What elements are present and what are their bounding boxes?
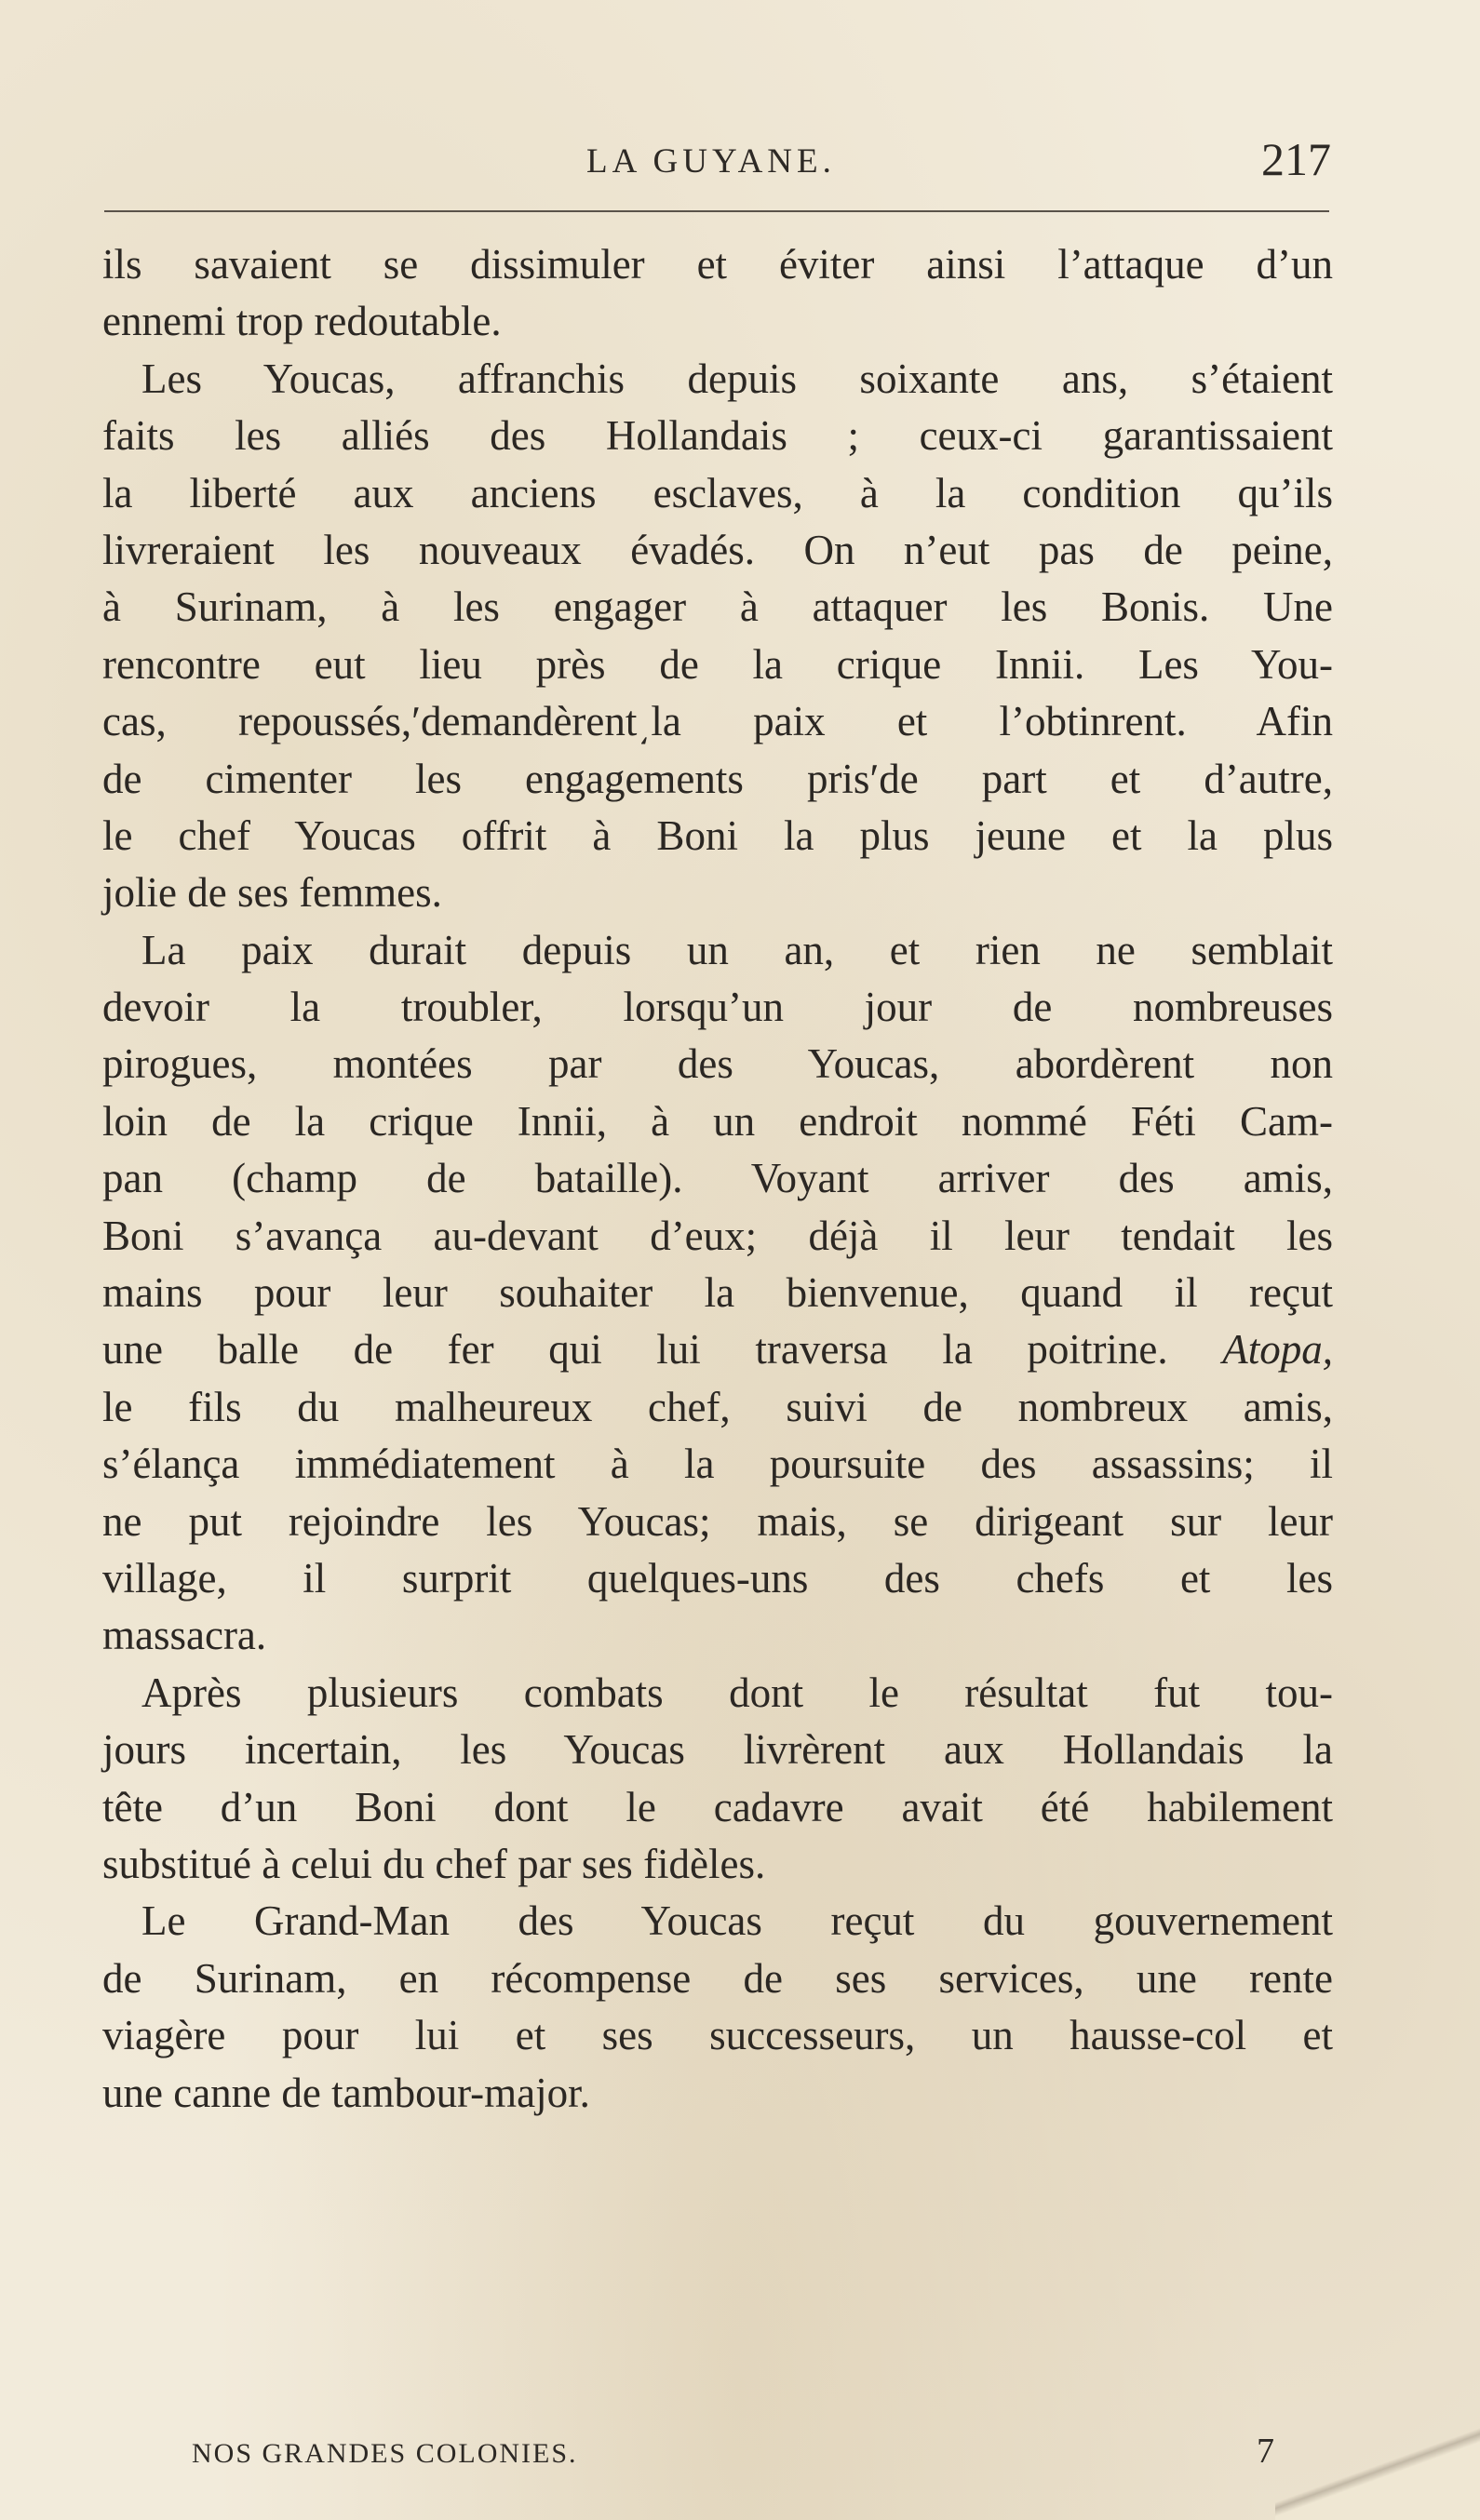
text-line: jours incertain, les Youcas livrèrent aux Hollandais la bbox=[102, 1726, 1333, 1774]
text-segment: une balle de fer qui lui traversa la poitrine. bbox=[102, 1326, 1168, 1374]
page-footer bbox=[102, 2431, 1333, 2477]
text-line-with-italic bbox=[102, 1321, 1333, 1378]
text-line: village, il surprit quelques-uns des chefs et les bbox=[102, 1554, 1333, 1602]
text-line: la liberté aux anciens esclaves, à la condition qu’ils bbox=[102, 469, 1333, 516]
paragraph-start-line: Les Youcas, affranchis depuis soixante ans, s’étaient bbox=[141, 355, 1333, 402]
text-line: mains pour leur souhaiter la bienvenue, quand il reçut bbox=[102, 1269, 1333, 1317]
text-line: faits les alliés des Hollandais ; ceux-ci garantissaient bbox=[102, 412, 1333, 460]
text-line: ennemi trop redoutable. bbox=[102, 298, 502, 345]
text-line: une canne de tambour-major. bbox=[102, 2069, 590, 2116]
text-line: massacra. bbox=[102, 1612, 267, 1659]
page-header bbox=[102, 128, 1331, 194]
text-line: ils savaient se dissimuler et éviter ainsi l’attaque d’un bbox=[102, 241, 1333, 288]
text-line: devoir la troubler, lorsqu’un jour de nombreuses bbox=[102, 984, 1333, 1031]
signature-number: 7 bbox=[1257, 2432, 1274, 2471]
text-line: livreraient les nouveaux évadés. On n’eut pas de peine, bbox=[102, 526, 1333, 573]
text-line: jolie de ses femmes. bbox=[102, 869, 442, 917]
text-line: de cimenter les engagements prisʹde part et d’autre, bbox=[102, 755, 1333, 802]
page-corner-fold bbox=[1275, 2390, 1480, 2520]
text-line: Boni s’avança au-devant d’eux; déjà il leur tendait les bbox=[102, 1212, 1333, 1259]
paragraph-start-line: Le Grand-Man des Youcas reçut du gouvernement bbox=[141, 1897, 1333, 1945]
text-line: s’élança immédiatement à la poursuite des assassins; il bbox=[102, 1441, 1333, 1488]
text-line: substitué à celui du chef par ses fidèles. bbox=[102, 1840, 766, 1887]
text-line: tête d’un Boni dont le cadavre avait été habilement bbox=[102, 1783, 1333, 1830]
text-line: à Surinam, à les engager à attaquer les Bonis. Une bbox=[102, 583, 1333, 631]
body-text bbox=[102, 236, 1333, 2122]
text-line: le chef Youcas offrit à Boni la plus jeune et la plus bbox=[102, 811, 1333, 859]
signature-mark: NOS GRANDES COLONIES. bbox=[192, 2438, 578, 2469]
running-title: LA GUYANE. bbox=[586, 142, 836, 181]
italic-name: Atopa, bbox=[1222, 1326, 1333, 1374]
text-line: de Surinam, en récompense de ses services, une rente bbox=[102, 1954, 1333, 2002]
text-line: cas, repoussés,ʹdemandèrent͵la paix et l’obtinrent. Afin bbox=[102, 698, 1333, 745]
text-line: le fils du malheureux chef, suivi de nombreux amis, bbox=[102, 1383, 1333, 1430]
text-line: pan (champ de bataille). Voyant arriver des amis, bbox=[102, 1155, 1333, 1202]
text-line: viagère pour lui et ses successeurs, un hausse-col et bbox=[102, 2012, 1333, 2059]
text-line: loin de la crique Innii, à un endroit nommé Féti Cam- bbox=[102, 1097, 1333, 1145]
header-rule bbox=[104, 210, 1329, 212]
paragraph-start-line: Après plusieurs combats dont le résultat fut tou- bbox=[141, 1669, 1333, 1716]
page-number: 217 bbox=[1261, 133, 1331, 185]
text-line: ne put rejoindre les Youcas; mais, se dirigeant sur leur bbox=[102, 1497, 1333, 1545]
paragraph-start-line: La paix durait depuis un an, et rien ne semblait bbox=[141, 926, 1333, 973]
text-line: rencontre eut lieu près de la crique Innii. Les You- bbox=[102, 640, 1333, 688]
text-line: pirogues, montées par des Youcas, abordèrent non bbox=[102, 1040, 1333, 1088]
